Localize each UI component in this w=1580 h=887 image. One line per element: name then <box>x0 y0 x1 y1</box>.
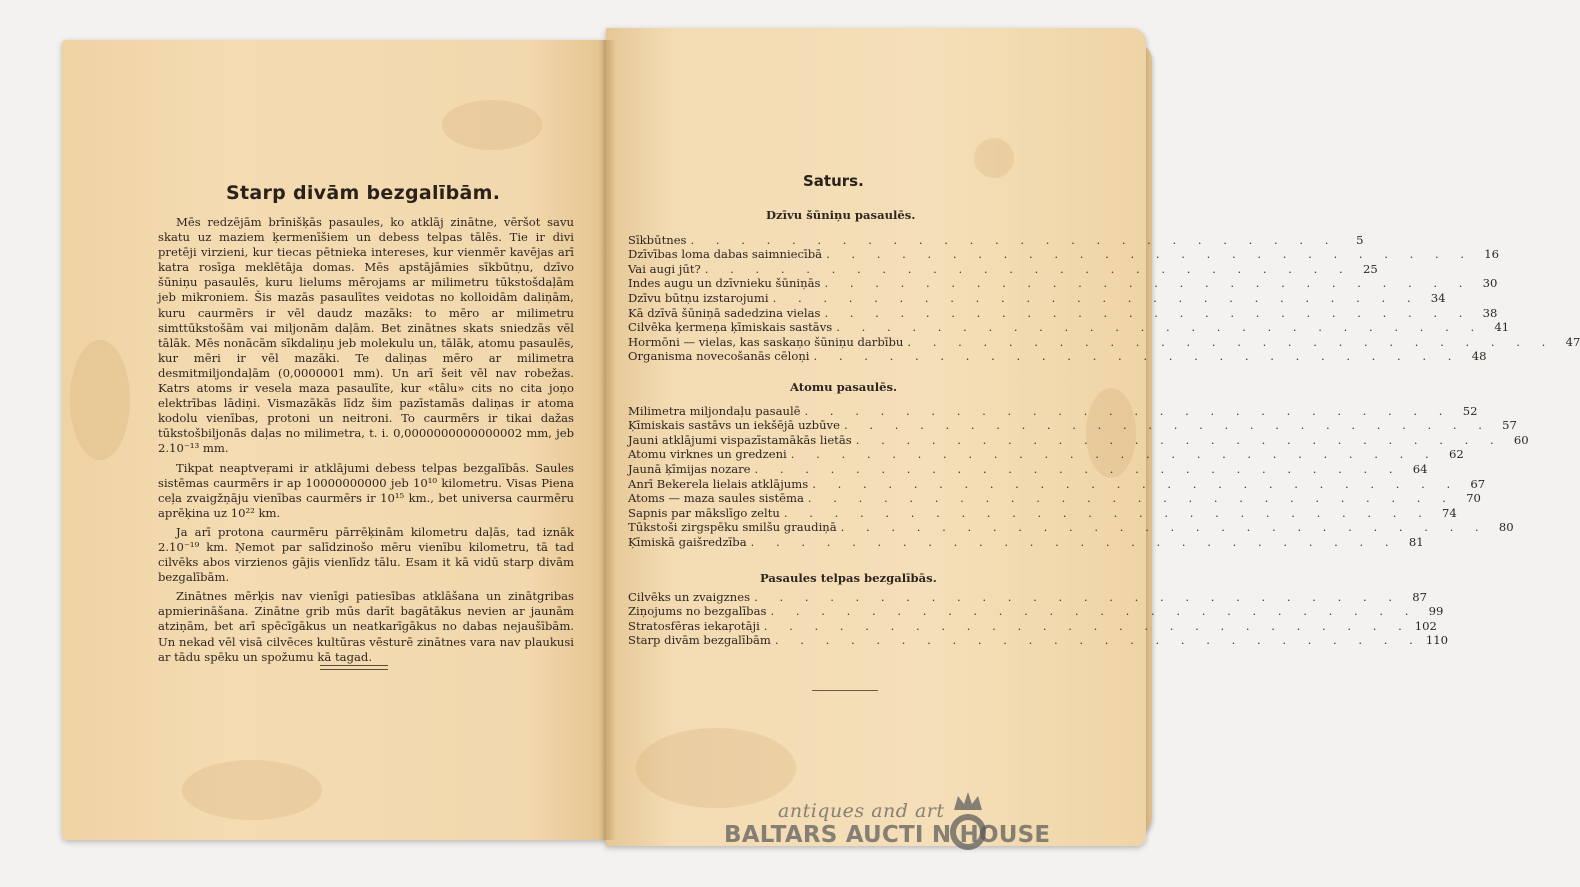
toc-entry-label: Dzīvu būtņu izstarojumi <box>628 290 769 305</box>
closing-double-rule <box>320 665 388 670</box>
toc-entry-page-number: 110 <box>1425 633 1448 648</box>
toc-title: Saturs. <box>803 172 864 190</box>
toc-entry-page-number: 67 <box>1470 476 1486 491</box>
toc-entry-label: Cilvēks un zvaigznes <box>628 589 751 604</box>
toc-entry <box>628 320 1510 335</box>
toc-leader-dots: . . . . . . . . . . . . . . . . . . . . . . . . . . <box>843 418 1491 433</box>
toc-leader-dots: . . . . . . . . . . . . . . . . . . . . . . . . . . <box>774 633 1422 648</box>
toc-leader-dots: . . . . . . . . . . . . . . . . . . . . . . . . . . <box>754 461 1402 476</box>
paper-stain <box>442 100 542 150</box>
toc-leader-dots: . . . . . . . . . . . . . . . . . . . . . . . . . . <box>690 232 1338 247</box>
toc-entry-page-number: 74 <box>1442 505 1457 520</box>
toc-entry-page-number: 52 <box>1462 403 1478 418</box>
toc-entry-label: Tūkstoši zirgspēku smilšu graudiņā <box>628 520 837 535</box>
toc-entry-label: Vai augi jūt? <box>628 261 701 276</box>
toc-entry <box>628 505 1457 520</box>
toc-leader-dots: . . . . . . . . . . . . . . . . . . . . . . . . . . <box>770 604 1418 619</box>
essay-paragraph: Ja arī protona caurmēru pārrēķinām kilometru daļās, tad iznāk 2.10⁻¹⁹ km. Ņemot par salīdzinošo mēru vienību kilometru, tā tad cilvēks abos virzienos gājis vienlīdz tālu. Esam it kā vidū starp divām bezgalībām. <box>158 524 574 585</box>
toc-entry-page-number: 16 <box>1484 247 1500 262</box>
toc-leader-dots: . . . . . . . . . . . . . . . . . . . . . . . . . . <box>813 349 1461 364</box>
toc-entry <box>628 403 1478 418</box>
toc-leader-dots: . . . . . . . . . . . . . . . . . . . . . . . . . . <box>824 305 1472 320</box>
toc-entry-label: Indes augu un dzīvnieku šūniņās <box>628 276 821 291</box>
toc-entry-label: Atoms — maza saules sistēma <box>628 491 804 506</box>
essay-paragraph: Tikpat neaptveŗami ir atklājumi debess telpas bezgalībās. Saules sistēmas caurmērs ir ap 10000000000 jeb 10¹⁰ kilometru. Visas Piena ceļa zvaigžņāju vienības caurmērs ir 10¹⁵ km., bet universa caurmēru aprēķina uz 10²² km. <box>158 460 574 520</box>
toc-entry <box>628 491 1481 506</box>
auction-house-watermark <box>724 790 1124 860</box>
toc-entry <box>628 534 1424 549</box>
toc-entry-page-number: 62 <box>1448 447 1464 462</box>
toc-entry <box>628 290 1446 305</box>
toc-entry-label: Dzīvības loma dabas saimniecībā <box>628 247 823 262</box>
toc-entry-page-number: 81 <box>1408 534 1424 549</box>
toc-leader-dots: . . . . . . . . . . . . . . . . . . . . . . . . . . <box>772 290 1420 305</box>
toc-entry-label: Sīkbūtnes <box>628 232 687 247</box>
toc-entry <box>628 276 1498 291</box>
toc-leader-dots: . . . . . . . . . . . . . . . . . . . . . . . . . . <box>807 491 1455 506</box>
toc-leader-dots: . . . . . . . . . . . . . . . . . . . . . . . . . . <box>783 505 1431 520</box>
toc-entry <box>628 633 1448 648</box>
toc-leader-dots: . . . . . . . . . . . . . . . . . . . . . . . . . . <box>836 320 1484 335</box>
essay-paragraph: Zinātnes mērķis nav vienīgi patiesības atklāšana un zinātgribas apmierināšana. Zinātne grib mūs darīt bagātākus nevien ar jaunām atziņām, bet arī spēcīgākus un neatkarīgākus no dabas nejaušībām. Un nekad vēl visā cilvēces kultūras vēsturē zinātnes vara nav plaukusi ar tādu spēku un spožumu kā tagad. <box>158 589 574 664</box>
toc-entry-label: Organisma novecošanās cēloņi <box>628 349 810 364</box>
toc-leader-dots: . . . . . . . . . . . . . . . . . . . . . . . . . . <box>790 447 1438 462</box>
toc-entry-page-number: 70 <box>1466 491 1481 506</box>
toc-entry <box>628 432 1529 447</box>
toc-entry-page-number: 102 <box>1414 618 1437 633</box>
toc-entry <box>628 520 1514 535</box>
toc-entry <box>628 247 1500 262</box>
toc-section-heading: Atomu pasaulēs. <box>790 380 898 394</box>
toc-entry-label: Atomu virknes un gredzeni <box>628 447 787 462</box>
toc-entry-label: Ķīmiskā gaišredzība <box>628 534 747 549</box>
toc-entry-label: Cilvēka ķermeņa ķīmiskais sastāvs <box>628 320 833 335</box>
toc-entry-page-number: 57 <box>1502 418 1517 433</box>
toc-entry-page-number: 34 <box>1430 290 1446 305</box>
toc-entry <box>628 334 1580 349</box>
crown-ring-icon <box>946 790 990 854</box>
toc-leader-dots: . . . . . . . . . . . . . . . . . . . . . . . . . . <box>754 589 1402 604</box>
toc-leader-dots: . . . . . . . . . . . . . . . . . . . . . . . . . . <box>840 520 1488 535</box>
toc-entry-label: Milimetra miljondaļu pasaulē <box>628 403 801 418</box>
essay-paragraph: Mēs redzējām brīnišķās pasaules, ko atklāj zinātne, vēršot savu skatu uz maziem ķermenīšiem un debess telpas tālēs. Tie ir divi pretēji virzieni, kur tiecas pētnieka intereses, kur vienmēr kavējas arī katra rosīga meklētāja domas. Mēs apstājāmies sīkbūtņu, dzīvo šūniņu pasaulēs, kuru lielums mērojams ar milimetru tūkstošdaļām jeb mikroniem. Šis mazās pasaulītes veidotas no kolloidām daliņām, kuru caurmērs ir vēl daudz mazāks: to mēro ar milimetru simttūkstošām vai miljonām daļām. Bet zinātnes skats sniedzās vēl tālāk. Mēs nonācām sīkdaliņu jeb molekulu un, tālāk, atomu pasaulēs, kur mēri ir vēl mazāki. Te daliņas mēro ar milimetra desmitmiljondaļām (0,0000001 mm). Un arī šeit vēl nav robežas. Katrs atoms ir vesela maza pasaulīte, kur «tālu» cits no cita joņo elektrības lādiņi. Vismazākās līdz šim pazīstamās daliņas ir atoma kodolu vienības, protoni un neitroni. To caurmērs ir tikai dažas tūkstošbiljonās daļas no milimetra, t. i. 0,0000000000000002 mm, jeb 2.10⁻¹³ mm. <box>158 215 574 456</box>
toc-entry <box>628 447 1464 462</box>
closing-rule <box>812 690 878 691</box>
book-gutter <box>598 40 616 840</box>
toc-entry-page-number: 48 <box>1471 349 1487 364</box>
toc-entry-page-number: 47 <box>1565 334 1580 349</box>
toc-entry-label: Ķīmiskais sastāvs un iekšējā uzbūve <box>628 418 840 433</box>
toc-entry <box>628 232 1364 247</box>
toc-entry-page-number: 99 <box>1428 604 1444 619</box>
toc-entry-page-number: 87 <box>1412 589 1428 604</box>
toc-entry <box>628 305 1498 320</box>
toc-entry <box>628 418 1517 433</box>
paper-stain <box>182 760 322 820</box>
toc-entry-label: Stratosfēras iekaŗotāji <box>628 618 760 633</box>
toc-entry-page-number: 25 <box>1362 261 1378 276</box>
toc-leader-dots: . . . . . . . . . . . . . . . . . . . . . . . . . . <box>812 476 1460 491</box>
watermark-tagline: antiques and art <box>778 800 945 822</box>
toc-entry-page-number: 5 <box>1356 232 1364 247</box>
toc-entry <box>628 589 1428 604</box>
toc-entry-label: Jaunā ķīmijas nozare <box>628 461 751 476</box>
toc-entry-page-number: 64 <box>1412 461 1428 476</box>
paper-stain <box>70 340 130 460</box>
toc-entry-page-number: 41 <box>1494 320 1510 335</box>
toc-entry <box>628 261 1378 276</box>
toc-leader-dots: . . . . . . . . . . . . . . . . . . . . . . . . . . <box>907 334 1555 349</box>
toc-entry-label: Anrī Bekerela lielais atklājums <box>628 476 809 491</box>
toc-entry-page-number: 80 <box>1498 520 1514 535</box>
toc-entry <box>628 604 1444 619</box>
toc-entry-label: Ziņojums no bezgalības <box>628 604 767 619</box>
toc-entry <box>628 618 1437 633</box>
toc-entry-page-number: 60 <box>1513 432 1529 447</box>
toc-section-heading: Dzīvu šūniņu pasaulēs. <box>766 208 916 222</box>
essay-body <box>158 215 574 665</box>
toc-entry <box>628 476 1486 491</box>
toc-entry-label: Kā dzīvā šūniņā sadedzina vielas <box>628 305 821 320</box>
toc-entry-page-number: 30 <box>1482 276 1498 291</box>
toc-section-heading: Pasaules telpas bezgalībās. <box>760 571 937 585</box>
toc-entry <box>628 461 1428 476</box>
toc-section-list <box>628 232 1580 364</box>
toc-entry-label: Sapnis par mākslīgo zeltu <box>628 505 780 520</box>
toc-leader-dots: . . . . . . . . . . . . . . . . . . . . . . . . . . <box>824 276 1472 291</box>
toc-entry-label: Starp divām bezgalībām <box>628 633 771 648</box>
toc-entry-page-number: 38 <box>1482 305 1498 320</box>
toc-leader-dots: . . . . . . . . . . . . . . . . . . . . . . . . . . <box>763 618 1411 633</box>
toc-leader-dots: . . . . . . . . . . . . . . . . . . . . . . . . . . <box>826 247 1474 262</box>
paper-stain <box>974 138 1014 178</box>
essay-title: Starp divām bezgalībām. <box>226 182 501 204</box>
toc-leader-dots: . . . . . . . . . . . . . . . . . . . . . . . . . . <box>855 432 1503 447</box>
toc-leader-dots: . . . . . . . . . . . . . . . . . . . . . . . . . . <box>804 403 1452 418</box>
toc-leader-dots: . . . . . . . . . . . . . . . . . . . . . . . . . . <box>750 534 1398 549</box>
toc-entry-label: Jauni atklājumi vispazīstamākās lietās <box>628 432 852 447</box>
toc-entry <box>628 349 1487 364</box>
toc-section-list <box>628 403 1529 549</box>
toc-leader-dots: . . . . . . . . . . . . . . . . . . . . . . . . . . <box>704 261 1352 276</box>
watermark-name: BALTARS AUCTI N HOUSE <box>724 822 1051 848</box>
toc-entry-label: Hormōni — vielas, kas saskaņo šūniņu darbību <box>628 334 904 349</box>
toc-section-list <box>628 589 1448 648</box>
